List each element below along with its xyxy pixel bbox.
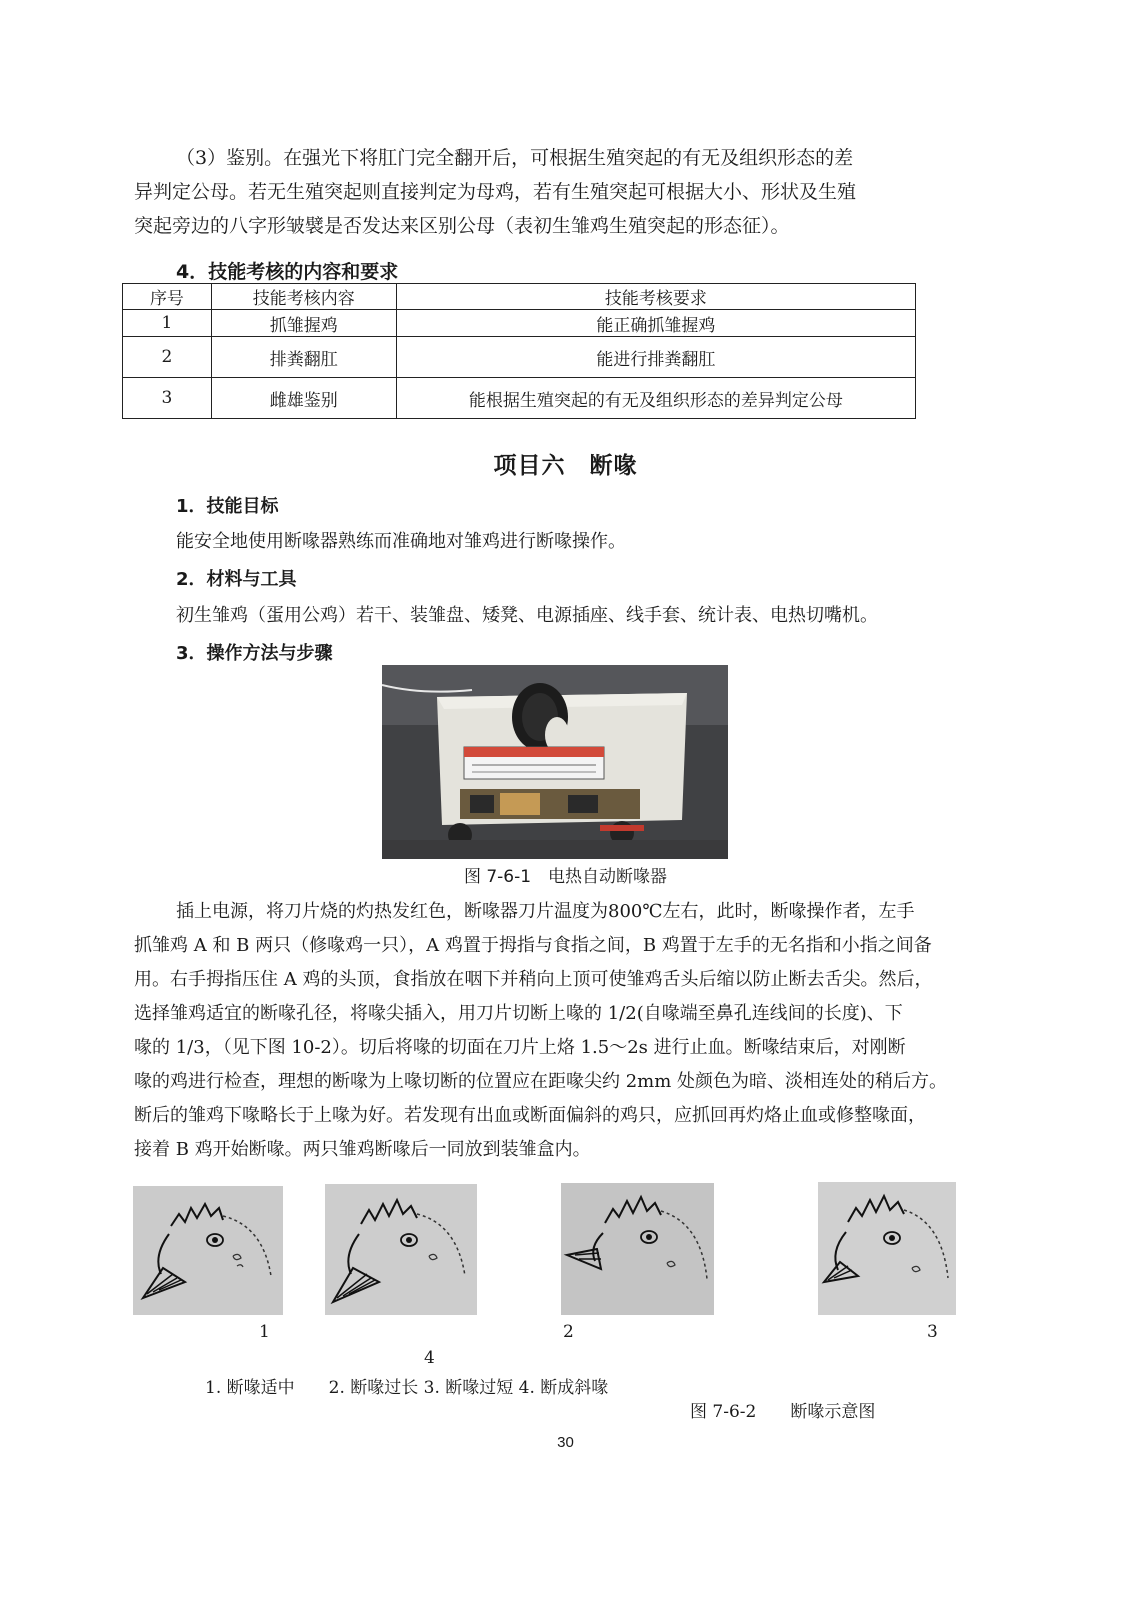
chick-head-sketch (325, 1184, 477, 1315)
table-row (123, 337, 916, 378)
text-line: 插上电源，将刀片烧的灼热发红色，断喙器刀片温度为800℃左右，此时，断喙操作者，左手 (176, 901, 915, 922)
text-line: 喙的鸡进行检查，理想的断喙为上喙切断的位置应在距喙尖约 2mm 处颜色为暗、淡相连处的稍后方。 (134, 1071, 948, 1092)
section-text-goal: 能安全地使用断喙器熟练而准确地对雏鸡进行断喙操作。 (176, 531, 626, 552)
identify-paragraph-cont (134, 175, 976, 243)
skill-table (122, 283, 916, 419)
skill-heading: 4．技能考核的内容和要求 (176, 261, 399, 283)
identify-paragraph (176, 141, 976, 175)
section-heading-goal: 1．技能目标 (176, 496, 279, 517)
sketch-too-short (818, 1182, 956, 1315)
text-line: 抓雏鸡 A 和 B 两只（修喙鸡一只），A 鸡置于拇指与食指之间，B 鸡置于左手的无名指和小指之间备 (134, 935, 932, 956)
table-cell: 2 (123, 337, 212, 378)
table-row (123, 378, 916, 419)
page-number: 30 (557, 1434, 574, 1451)
chick-head-sketch (133, 1186, 283, 1315)
text-line: 异判定公母。若无生殖突起则直接判定为母鸡，若有生殖突起可根据大小、形状及生殖 (134, 181, 857, 203)
chick-head-sketch (818, 1182, 956, 1315)
text-line: 用。右手拇指压住 A 鸡的头顶，食指放在咽下并稍向上顶可使雏鸡舌头后缩以防止断去舌尖。然后， (134, 969, 933, 990)
steps-paragraph (176, 895, 976, 929)
figure-caption-1: 图 7-6-1 电热自动断喙器 (463, 867, 668, 887)
sketch-moderate-trim (133, 1186, 283, 1315)
sketch-number: 2 (563, 1322, 574, 1342)
section-heading-steps: 3．操作方法与步骤 (176, 643, 333, 664)
project-title: 项目六 断喙 (493, 453, 638, 479)
table-cell: 雌雄鉴别 (211, 378, 396, 419)
text-line: 断后的雏鸡下喙略长于上喙为好。若发现有出血或断面偏斜的鸡只，应抓回再灼烙止血或修整喙面， (134, 1105, 926, 1126)
header-cell: 技能考核内容 (211, 284, 396, 310)
table-cell: 3 (123, 378, 212, 419)
debeaker-photo (382, 665, 728, 859)
debeaker-illustration (382, 665, 728, 859)
chick-head-sketch (561, 1183, 714, 1315)
text-line: （3）鉴别。在强光下将肛门完全翻开后，可根据生殖突起的有无及组织形态的差 (176, 147, 854, 169)
text-line: 突起旁边的八字形皱襞是否发达来区别公母（表初生雏鸡生殖突起的形态征）。 (134, 215, 790, 237)
table-row (123, 310, 916, 337)
header-cell: 序号 (123, 284, 212, 310)
table-cell: 抓雏握鸡 (211, 310, 396, 337)
figure-caption-2: 图 7-6-2 断喙示意图 (690, 1402, 876, 1422)
table-cell: 能根据生殖突起的有无及组织形态的差异判定公母 (396, 378, 915, 419)
sketch-number: 4 (424, 1348, 435, 1368)
sketch-legend: 1. 断喙适中 2. 断喙过长 3. 断喙过短 4. 断成斜喙 (205, 1378, 609, 1398)
sketch-slanted-trim (325, 1184, 477, 1315)
sketch-too-long (561, 1183, 714, 1315)
table-cell: 能进行排粪翻肛 (396, 337, 915, 378)
header-cell: 技能考核要求 (396, 284, 915, 310)
text-line: 喙的 1/3，（见下图 10-2）。切后将喙的切面在刀片上烙 1.5～2s 进行止血。断喙结束后，对刚断 (134, 1037, 906, 1058)
table-header-row (123, 284, 916, 310)
text-line: 接着 B 鸡开始断喙。两只雏鸡断喙后一同放到装雏盒内。 (134, 1139, 591, 1160)
table-cell: 1 (123, 310, 212, 337)
section-text-materials: 初生雏鸡（蛋用公鸡）若干、装雏盘、矮凳、电源插座、线手套、统计表、电热切嘴机。 (176, 605, 878, 626)
sketch-number: 3 (927, 1322, 938, 1342)
steps-paragraph-cont (134, 929, 976, 1167)
text-line: 选择雏鸡适宜的断喙孔径，将喙尖插入，用刀片切断上喙的 1/2(自喙端至鼻孔连线间的长度)、下 (134, 1003, 903, 1024)
table-cell: 排粪翻肛 (211, 337, 396, 378)
table-cell: 能正确抓雏握鸡 (396, 310, 915, 337)
sketch-number: 1 (259, 1322, 270, 1342)
section-heading-materials: 2．材料与工具 (176, 569, 297, 590)
